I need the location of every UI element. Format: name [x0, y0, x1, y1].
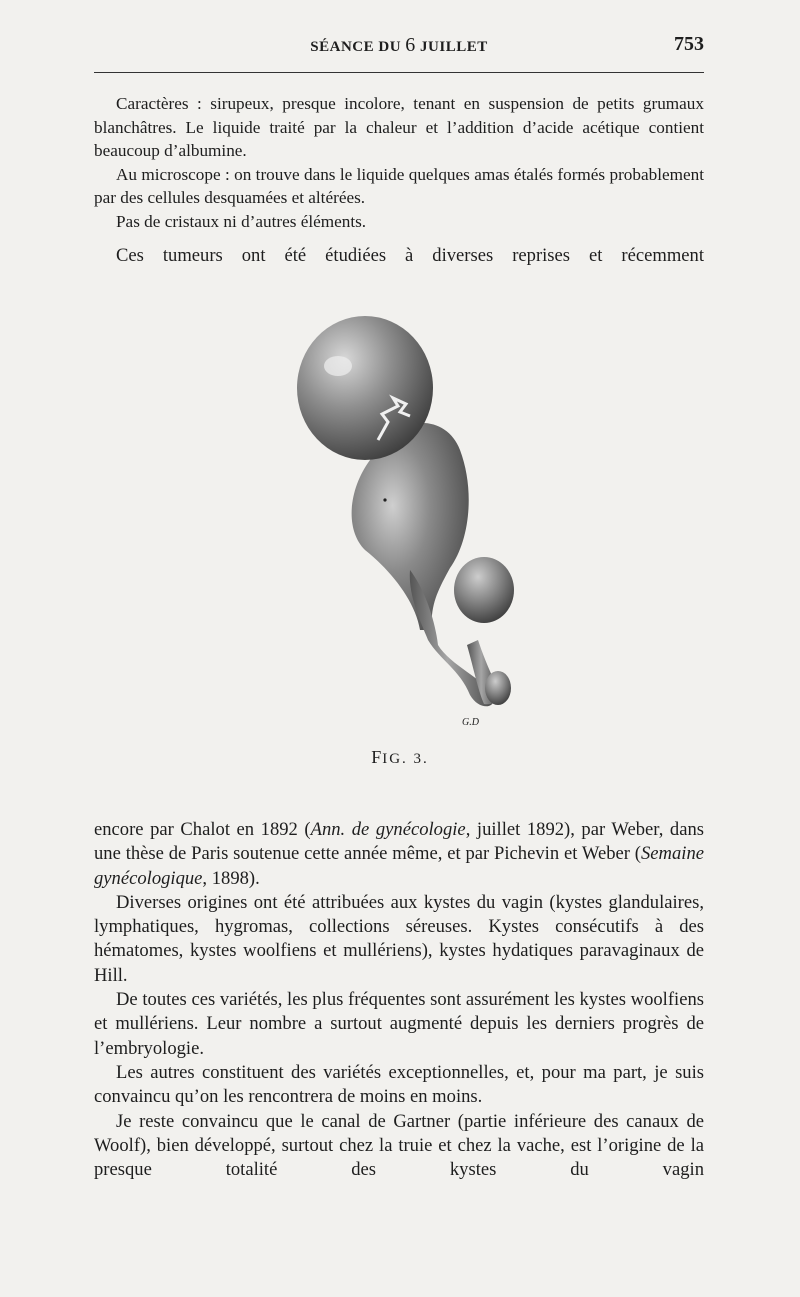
paragraph-varietes: De toutes ces variétés, les plus fréquentes sont assurément les kystes woolfiens et mullériens. Leur nombre a surtout augmenté depuis les derniers progrès de l’embryologie. [94, 989, 704, 1059]
upper-text [94, 92, 704, 268]
paragraph-chalot [94, 818, 704, 891]
running-title [94, 34, 704, 57]
paragraph-gartner: Je reste convaincu que le canal de Gartner (partie inférieure des canaux de Woolf), bien développé, surtout chez la truie et chez la vache, est l’origine de la presque totalité des kystes du vagin [94, 1110, 704, 1181]
paragraph-origines: Diverses origines ont été attribuées aux kystes du vagin (kystes glandulaires, lymphatiques, hygromas, collections séreuses. Kystes consécutifs à des hématomes, kystes woolfiens et mullériens), kystes hydatiques paravaginaux de Hill. [94, 891, 704, 986]
paragraph-microscope: Au microscope : on trouve dans le liquide quelques amas étalés formés probablement par des cellules desquamées et altérées. [94, 164, 704, 208]
top-sphere [297, 316, 433, 460]
lower-text [94, 818, 704, 1182]
title-suffix: JUILLET [420, 39, 488, 55]
caption-initial: F [371, 747, 383, 767]
text-span: , juillet 1892), par Weber, dans une thèse de Paris soutenue cette année même, et par Pichevin et Weber ( [94, 819, 704, 865]
caption-rest: IG. 3. [382, 751, 429, 767]
running-head [94, 34, 704, 64]
figure-caption [0, 747, 800, 768]
paragraph-tumeurs: Ces tumeurs ont été étudiées à diverses reprises et récemment [116, 244, 704, 266]
paragraph-cristaux: Pas de cristaux ni d’autres éléments. [116, 211, 367, 231]
page-number: 753 [674, 33, 704, 55]
header-rule [94, 72, 704, 73]
paragraph-caracteres: Caractères : sirupeux, presque incolore, tenant en suspension de petits grumaux blanchâtres. Le liquide traité par la chaleur et l’addition d’acide acétique contient beaucoup d’albumine. [94, 94, 704, 161]
text-span: encore par Chalot en 1892 ( [94, 819, 311, 840]
title-prefix: SÉANCE DU [310, 39, 402, 55]
journal-title: Semaine gynécologique [94, 843, 704, 889]
cyst-illustration [260, 300, 560, 740]
text-span: , 1898). [202, 867, 260, 889]
title-number: 6 [405, 34, 416, 56]
paragraph-autres: Les autres constituent des variétés exceptionnelles, et, pour ma part, je suis convaincu qu’on les rencontrera de moins en moins. [94, 1061, 704, 1108]
illustrator-signature: G.D [462, 717, 479, 728]
journal-title: Ann. de gynécologie [310, 819, 466, 840]
